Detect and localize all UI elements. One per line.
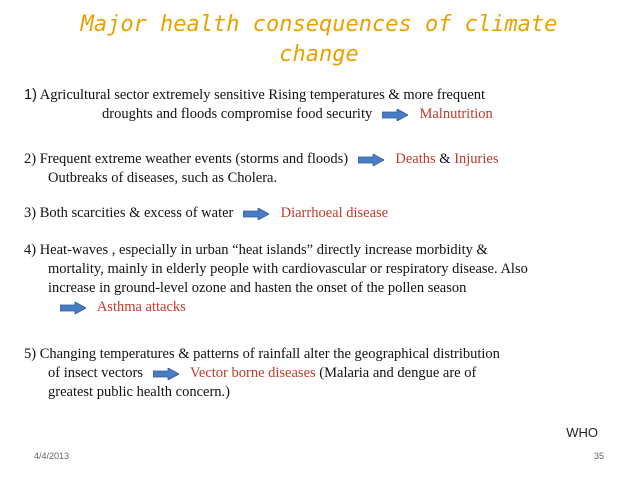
title-line-2: change — [279, 42, 359, 67]
item-text: 2) Frequent extreme weather events (storms and floods) — [24, 151, 349, 167]
title-line-1: Major health consequences of climate — [80, 12, 558, 37]
item-text: Agricultural sector extremely sensitive Rising temperatures & more frequent — [39, 87, 486, 103]
consequence-item-5 — [24, 345, 622, 402]
consequence-item-2 — [24, 150, 622, 188]
item-continuation: greatest public health concern.) — [48, 384, 230, 400]
item-continuation: droughts and floods compromise food security Malnutrition — [102, 106, 493, 122]
item-number: 1) — [24, 87, 37, 103]
ampersand: & — [435, 151, 455, 167]
consequence-item-1 — [24, 86, 622, 124]
item-result-line — [24, 298, 622, 317]
result-malnutrition: Malnutrition — [419, 106, 493, 122]
arrow-right-icon — [358, 154, 384, 166]
arrow-right-icon — [153, 368, 179, 380]
footer-date: 4/4/2013 — [34, 451, 70, 461]
page-number: 35 — [593, 451, 604, 461]
arrow-right-icon — [60, 302, 86, 314]
consequence-item-4 — [24, 241, 622, 317]
result-asthma: Asthma attacks — [96, 299, 186, 315]
slide-title — [0, 10, 638, 70]
source-label: WHO — [566, 425, 598, 440]
result-vector-borne: Vector borne diseases — [190, 365, 316, 381]
result-diarrhoeal: Diarrhoeal disease — [280, 205, 389, 221]
item-text: 3) Both scarcities & excess of water — [24, 205, 234, 221]
result-injuries: Injuries — [454, 151, 499, 167]
item-continuation: mortality, mainly in elderly people with cardiovascular or respiratory disease. Also — [48, 261, 528, 277]
item-continuation: of insect vectors Vector borne diseases (Malaria and dengue are of — [48, 365, 477, 381]
item-text: 5) Changing temperatures & patterns of rainfall alter the geographical distribution — [24, 346, 500, 362]
arrow-right-icon — [243, 208, 269, 220]
item-continuation: Outbreaks of diseases, such as Cholera. — [48, 170, 278, 186]
item-continuation: increase in ground-level ozone and hasten the onset of the pollen season — [48, 280, 467, 296]
item-text: 4) Heat-waves , especially in urban “heat islands” directly increase morbidity & — [24, 242, 488, 258]
result-deaths: Deaths — [395, 151, 436, 167]
arrow-right-icon — [382, 109, 408, 121]
consequence-item-3 — [24, 204, 622, 223]
